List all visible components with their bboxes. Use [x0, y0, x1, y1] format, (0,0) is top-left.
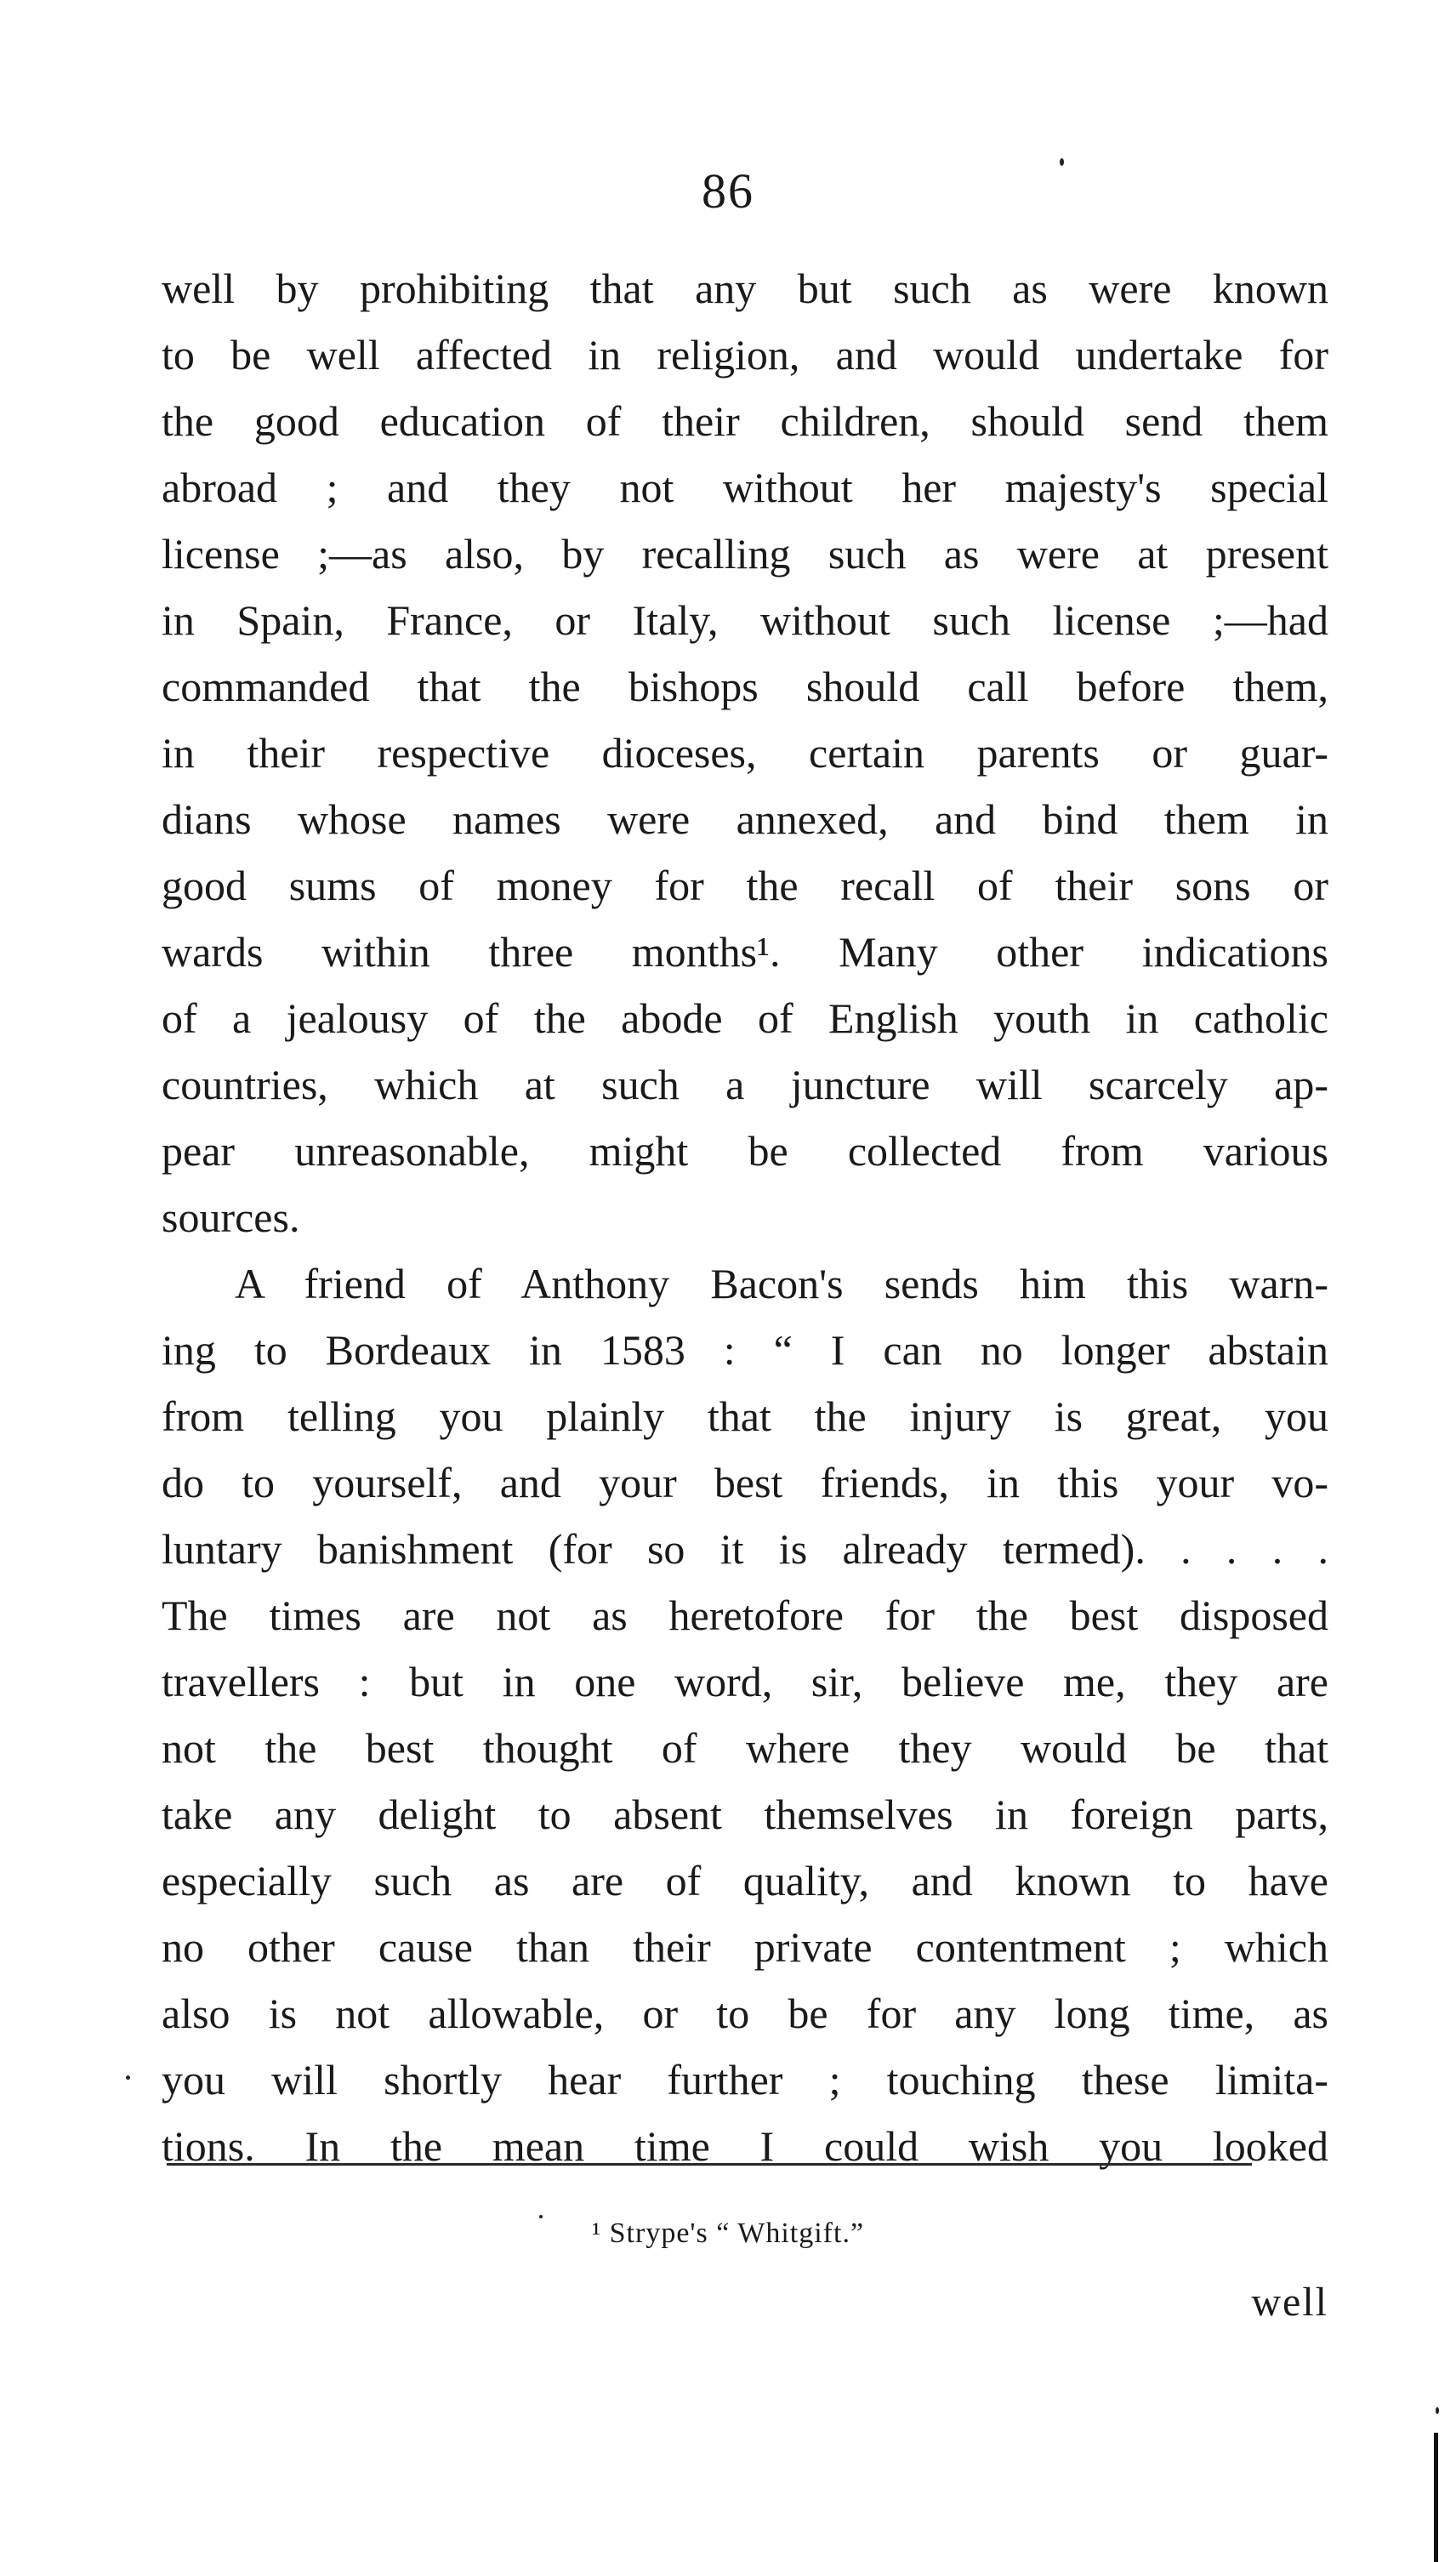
text-line: you will shortly hear further ; touching these limita-	[162, 2056, 1328, 2104]
text-line: well by prohibiting that any but such as were known	[162, 265, 1328, 312]
text-line: A friend of Anthony Bacon's sends him this warn-	[235, 1260, 1328, 1307]
text-line: commanded that the bishops should call before them,	[162, 663, 1328, 710]
ink-speck	[1436, 2407, 1439, 2414]
text-line: tions. In the mean time I could wish you looked	[162, 2122, 1328, 2170]
text-line: pear unreasonable, might be collected from various	[162, 1127, 1328, 1175]
text-line: good sums of money for the recall of their sons or	[162, 862, 1328, 909]
page-edge-mark	[1434, 2433, 1438, 2562]
text-line: countries, which at such a juncture will scarcely ap-	[162, 1061, 1328, 1108]
ink-speck	[1060, 158, 1064, 166]
text-line: in Spain, France, or Italy, without such license ;—had	[162, 596, 1328, 644]
ink-speck	[126, 2075, 130, 2080]
text-line: in their respective dioceses, certain parents or guar-	[162, 729, 1328, 777]
text-line: take any delight to absent themselves in foreign parts,	[162, 1791, 1328, 1838]
text-line: do to yourself, and your best friends, in this your vo-	[162, 1459, 1328, 1506]
text-line: not the best thought of where they would be that	[162, 1724, 1328, 1772]
text-line: wards within three months¹. Many other indications	[162, 928, 1328, 976]
text-line: dians whose names were annexed, and bind them in	[162, 795, 1328, 843]
text-line: of a jealousy of the abode of English youth in catholic	[162, 994, 1328, 1042]
text-line: also is not allowable, or to be for any long time, as	[162, 1990, 1328, 2037]
text-line: license ;—as also, by recalling such as were at present	[162, 530, 1328, 578]
text-line: the good education of their children, should send them	[162, 397, 1328, 445]
footnote-divider	[167, 2163, 1252, 2166]
text-line: travellers : but in one word, sir, believe me, they are	[162, 1658, 1328, 1705]
footnote: ¹ Strype's “ Whitgift.”	[591, 2218, 865, 2249]
text-line: ing to Bordeaux in 1583 : “ I can no longer abstain	[162, 1326, 1328, 1374]
text-line: to be well affected in religion, and would undertake for	[162, 331, 1328, 379]
ink-speck	[539, 2215, 543, 2218]
page-number: 86	[702, 163, 754, 219]
text-line: The times are not as heretofore for the best disposed	[162, 1591, 1328, 1639]
catchword: well	[1251, 2280, 1328, 2325]
text-line: luntary banishment (for so it is already termed). . . . .	[162, 1525, 1328, 1573]
text-line: abroad ; and they not without her majesty's special	[162, 464, 1328, 511]
text-line: especially such as are of quality, and known to have	[162, 1857, 1328, 1904]
text-line: from telling you plainly that the injury is great, you	[162, 1392, 1328, 1440]
text-line: no other cause than their private contentment ; which	[162, 1923, 1328, 1971]
text-line: sources.	[162, 1193, 300, 1241]
